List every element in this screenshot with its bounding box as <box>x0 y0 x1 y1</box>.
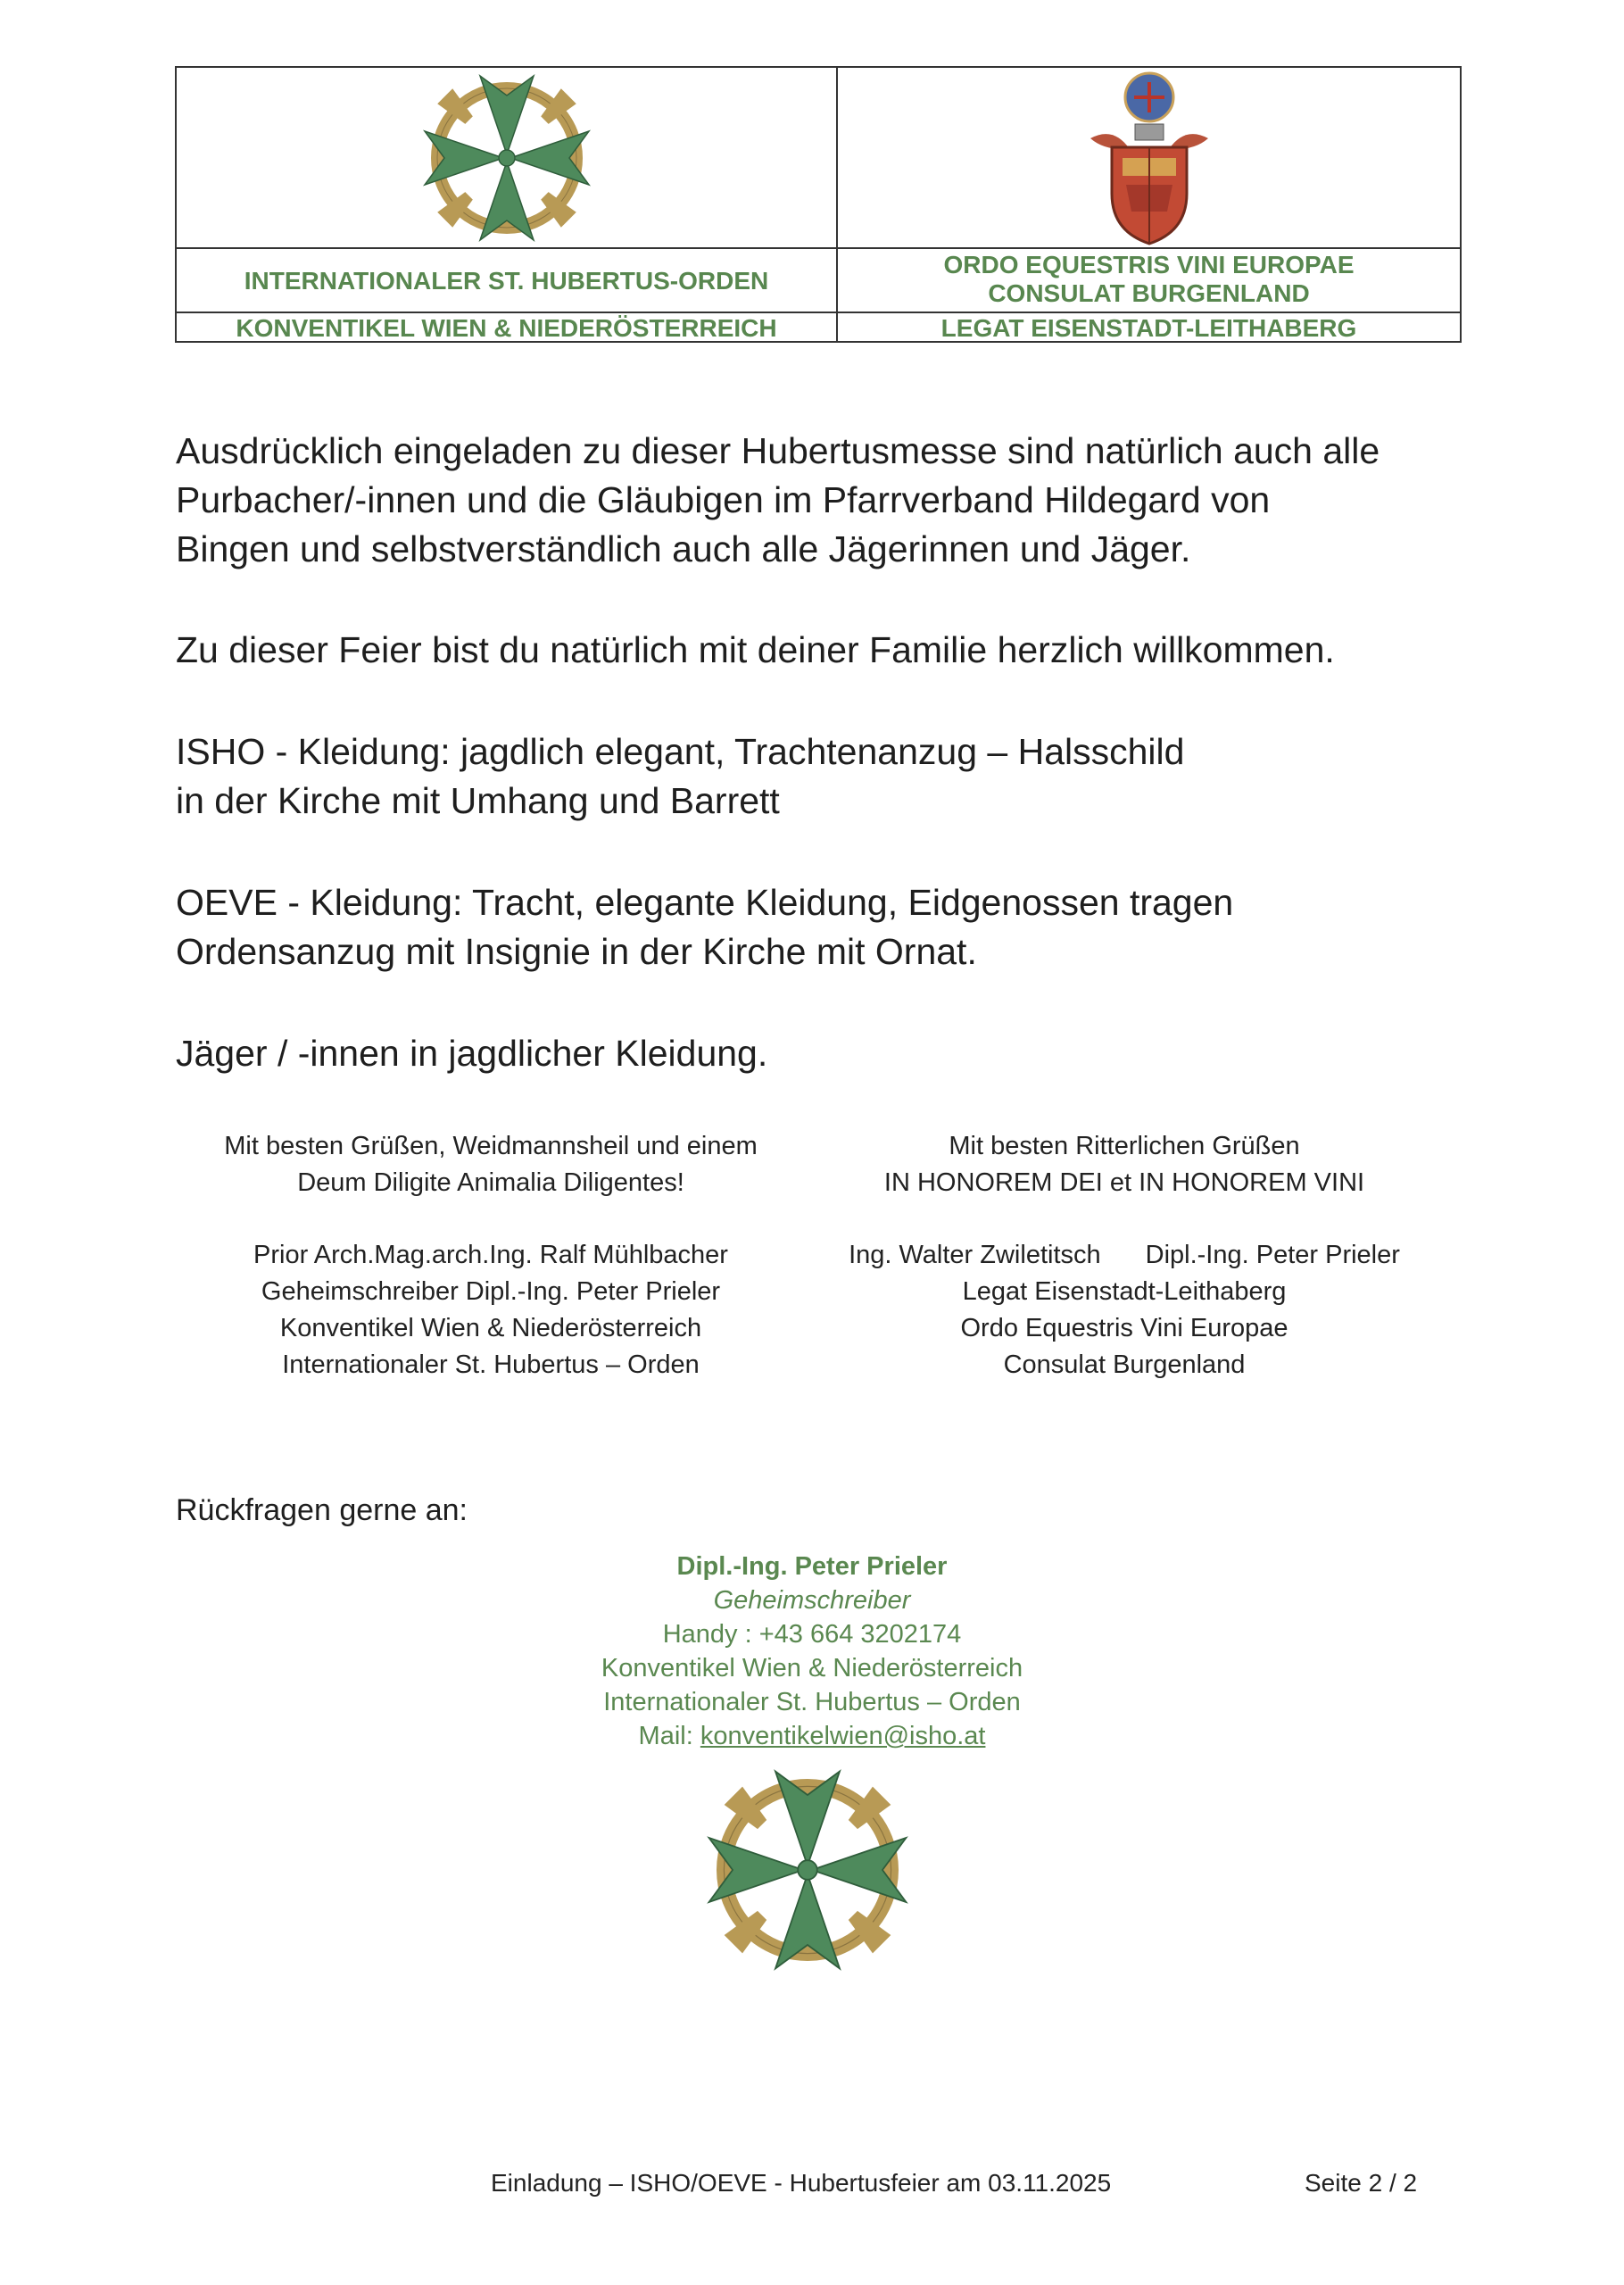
contact-mail-line <box>500 1719 1124 1753</box>
paragraph-oeve-dresscode <box>176 878 1461 976</box>
greeting-line: Deum Diligite Animalia Diligentes! <box>297 1168 684 1197</box>
paragraph-hunters-dresscode <box>176 1029 1461 1078</box>
paragraph-line: in der Kirche mit Umhang und Barrett <box>176 780 780 821</box>
contact-org-1: Konventikel Wien & Niederösterreich <box>601 1654 1023 1683</box>
contact-name: Dipl.-Ing. Peter Prieler <box>676 1552 948 1581</box>
signatory-line: Konventikel Wien & Niederösterreich <box>279 1314 702 1342</box>
signatory-line: Ordo Equestris Vini Europae <box>960 1314 1288 1342</box>
signatory-line: Legat Eisenstadt-Leithaberg <box>962 1277 1287 1306</box>
greeting-line: IN HONOREM DEI et IN HONOREM VINI <box>883 1168 1365 1197</box>
signatory-block-right <box>812 1237 1437 1383</box>
contact-org-2: Internationaler St. Hubertus – Orden <box>603 1688 1021 1716</box>
left-organization-title: INTERNATIONALER ST. HUBERTUS-ORDEN <box>244 267 769 295</box>
paragraph-family <box>176 626 1461 675</box>
contact-phone: Handy : +43 664 3202174 <box>662 1620 962 1649</box>
right-organization-title-line2: CONSULAT BURGENLAND <box>988 279 1310 307</box>
signatory-name: Dipl.-Ing. Peter Prieler <box>1145 1241 1400 1269</box>
signatory-names-line <box>812 1237 1437 1274</box>
greeting-line: Mit besten Grüßen, Weidmannsheil und einem <box>224 1132 758 1160</box>
right-organization-title-line1: ORDO EQUESTRIS VINI EUROPAE <box>943 251 1355 278</box>
oeve-coat-of-arms-icon <box>838 68 1460 247</box>
paragraph-isho-dresscode <box>176 727 1461 826</box>
signatory-line: Geheimschreiber Dipl.-Ing. Peter Prieler <box>261 1277 721 1306</box>
signatory-name: Ing. Walter Zwiletitsch <box>849 1241 1101 1269</box>
paragraph-invitation <box>176 427 1461 574</box>
signatory-line: Consulat Burgenland <box>1003 1350 1246 1379</box>
footer-title: Einladung – ISHO/OEVE - Hubertusfeier am 03.11.2025 <box>491 2169 1112 2197</box>
paragraph-line: Bingen und selbstverständlich auch alle Jägerinnen und Jäger. <box>176 528 1191 569</box>
paragraph-line: OEVE - Kleidung: Tracht, elegante Kleidung, Eidgenossen tragen <box>176 882 1234 923</box>
paragraph-line: Jäger / -innen in jagdlicher Kleidung. <box>176 1033 768 1074</box>
right-organization-subtitle: LEGAT EISENSTADT-LEITHABERG <box>940 314 1357 342</box>
left-organization-subtitle: KONVENTIKEL WIEN & NIEDERÖSTERREICH <box>236 314 777 342</box>
greeting-line: Mit besten Ritterlichen Grüßen <box>949 1132 1300 1160</box>
contact-mail-label: Mail: <box>638 1722 700 1750</box>
signatory-line: Prior Arch.Mag.arch.Ing. Ralf Mühlbacher <box>253 1241 728 1269</box>
signatory-block-left <box>178 1237 803 1383</box>
paragraph-line: Purbacher/-innen und die Gläubigen im Pfarrverband Hildegard von <box>176 479 1271 520</box>
greeting-right <box>812 1128 1437 1201</box>
contact-block <box>500 1550 1124 1753</box>
hubertus-cross-emblem-icon <box>177 68 836 247</box>
paragraph-line: Ordensanzug mit Insignie in der Kirche mit Ornat. <box>176 931 977 972</box>
contact-email-link[interactable]: konventikelwien@isho.at <box>700 1722 986 1750</box>
contact-role: Geheimschreiber <box>713 1586 911 1615</box>
inquiry-label: Rückfragen gerne an: <box>176 1493 468 1527</box>
letterhead-table <box>175 66 1462 343</box>
paragraph-line: Zu dieser Feier bist du natürlich mit deiner Familie herzlich willkommen. <box>176 629 1335 670</box>
hubertus-cross-emblem-icon <box>700 1763 915 1982</box>
page-number: Seite 2 / 2 <box>1305 2169 1418 2197</box>
paragraph-line: Ausdrücklich eingeladen zu dieser Hubertusmesse sind natürlich auch alle <box>176 430 1380 471</box>
greeting-left <box>178 1128 803 1201</box>
paragraph-line: ISHO - Kleidung: jagdlich elegant, Trachtenanzug – Halsschild <box>176 731 1185 772</box>
signatory-line: Internationaler St. Hubertus – Orden <box>282 1350 700 1379</box>
